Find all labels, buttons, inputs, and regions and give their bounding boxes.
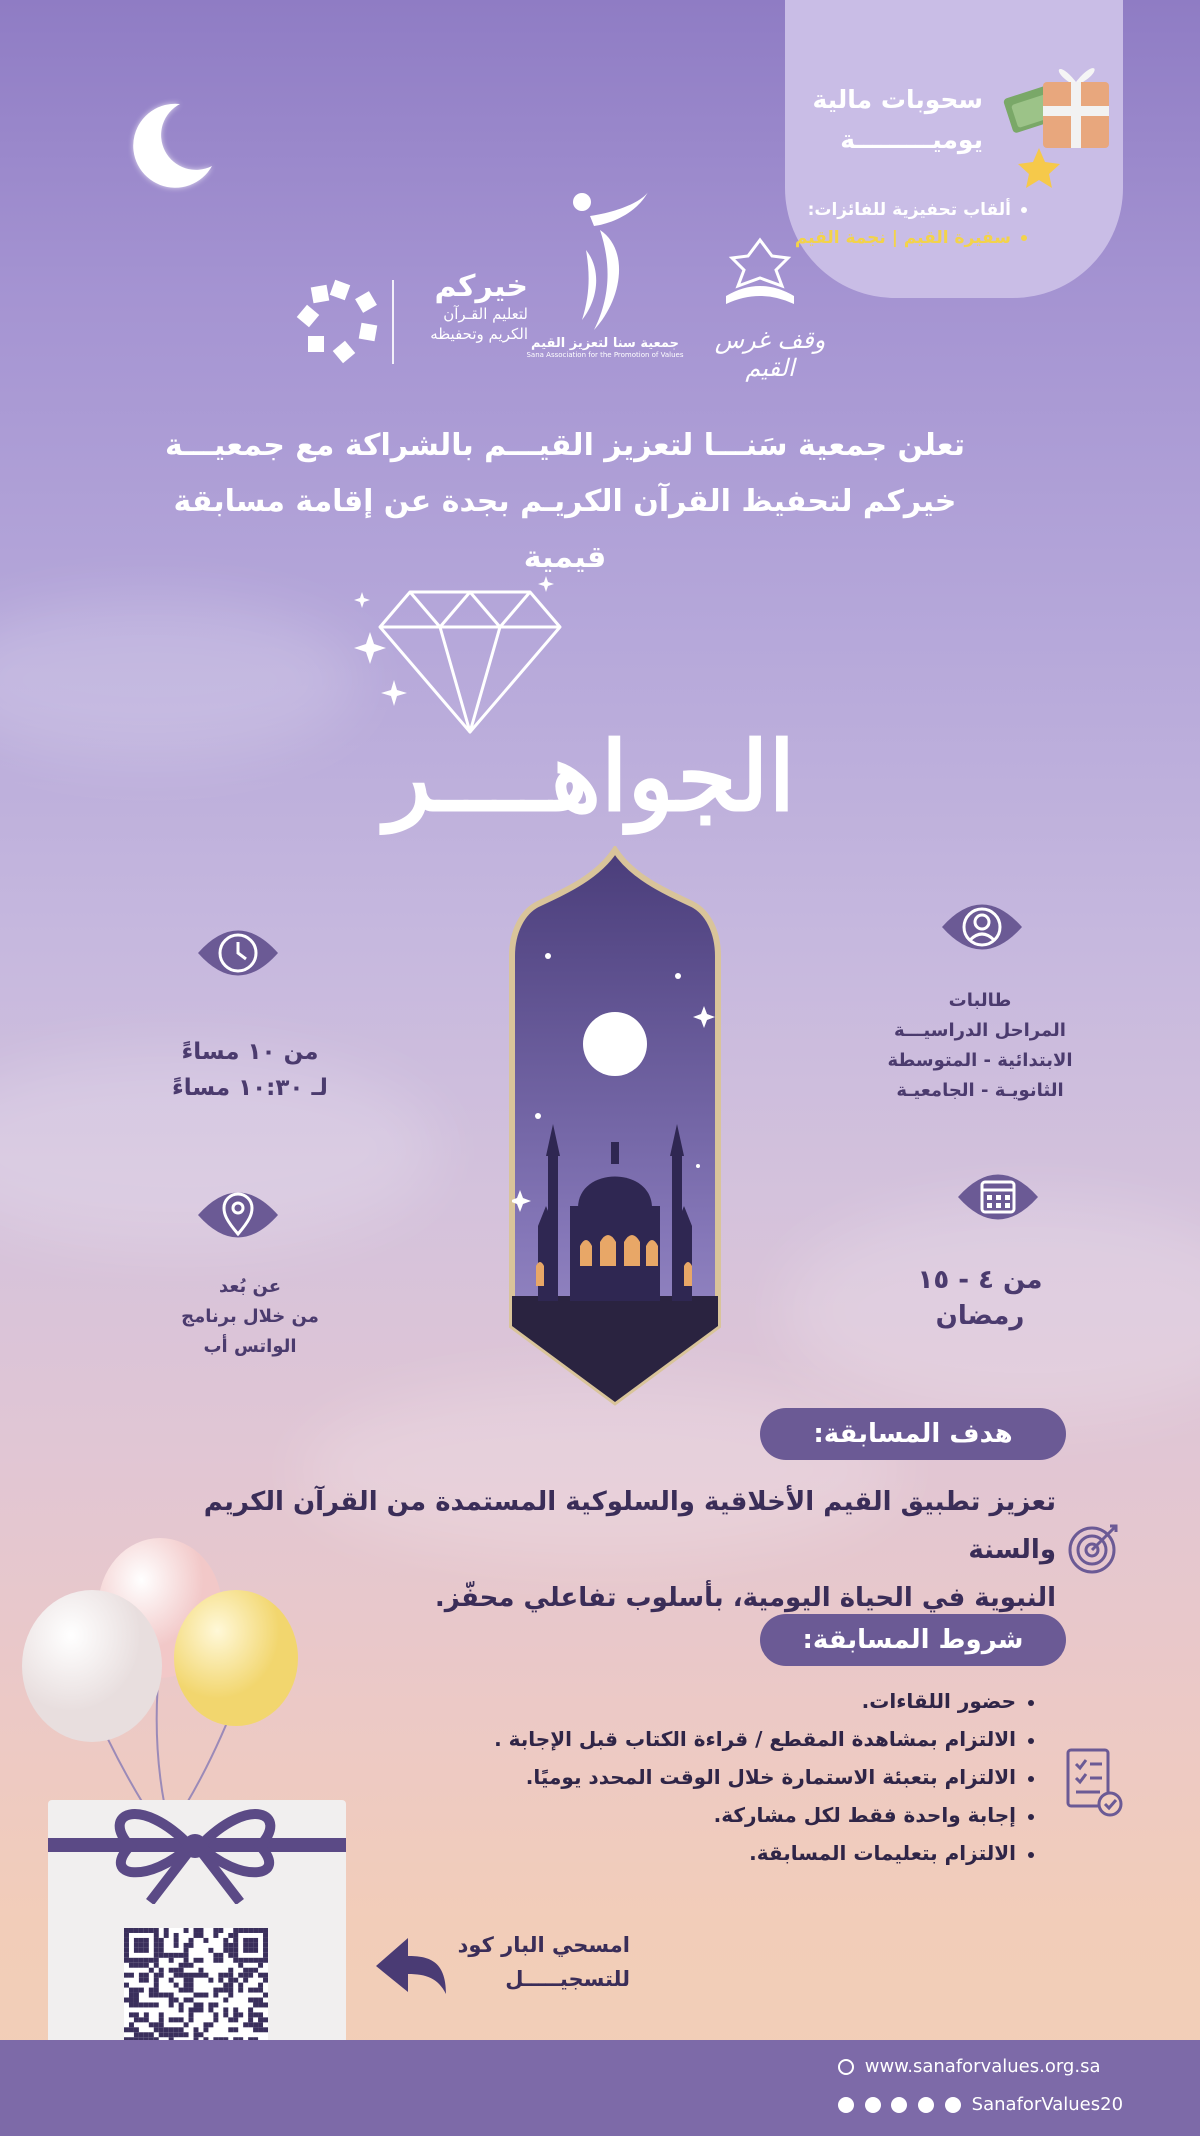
- goal-heading: هدف المسابقة:: [760, 1408, 1066, 1460]
- khairukum-logo: [398, 270, 528, 344]
- date-line1: من ٤ - ١٥: [917, 1265, 1043, 1295]
- goal-line2: النبوية في الحياة اليومية، بأسلوب تفاعلي محفّز.: [434, 1583, 1056, 1613]
- curved-arrow-icon: [372, 1930, 452, 2000]
- location-line2: من خلال برنامج: [181, 1306, 319, 1327]
- scan-line2: للتسجيـــــل: [505, 1967, 630, 1991]
- diamond-icon: [350, 572, 570, 742]
- calendar-icon: [948, 1162, 1048, 1232]
- titles-value-text: سفيرة القيم | نجمة القيم: [794, 228, 1011, 248]
- prize-card: [785, 0, 1123, 298]
- competition-title: الجواهــــر: [384, 720, 796, 833]
- footer-bar: [0, 2040, 1200, 2136]
- condition-item: [400, 1796, 1034, 1834]
- announcement-line1: تعلن جمعية سَنـــا لتعزيز القيـــم بالشراكة مع جمعيـــة: [165, 428, 965, 463]
- khairukum-name: خيركم: [434, 269, 528, 304]
- condition-text: الالتزام بمشاهدة المقطع / قراءة الكتاب قبل الإجابة .: [494, 1727, 1016, 1751]
- clock-icon: [188, 918, 288, 988]
- bullet-dot: [1028, 1776, 1034, 1782]
- bullet-dot: [1028, 1738, 1034, 1744]
- bullet-dot: [1028, 1814, 1034, 1820]
- condition-text: إجابة واحدة فقط لكل مشاركة.: [713, 1803, 1016, 1827]
- condition-item: [400, 1720, 1034, 1758]
- telegram-icon: [945, 2097, 961, 2113]
- gift-money-icon: [999, 40, 1119, 190]
- khairukum-sub2: الكريم وتحفيظه: [430, 325, 528, 343]
- khairukum-emblem-icon: [296, 278, 384, 366]
- titles-value: [795, 228, 1027, 248]
- time-line1: من ١٠ مساءً: [181, 1039, 319, 1065]
- waqf-emblem-icon: [712, 236, 808, 316]
- date-line2: رمضان: [935, 1301, 1025, 1331]
- condition-item: [400, 1682, 1034, 1720]
- ribbon-bow-icon: [40, 1784, 350, 1904]
- cloud-decoration: [0, 600, 360, 760]
- bullet-dot: [1021, 207, 1027, 213]
- announcement: [150, 418, 980, 586]
- audience-info: [870, 986, 1090, 1106]
- audience-line2: المراحل الدراسيـــة: [894, 1020, 1066, 1041]
- location-line3: الواتس أب: [203, 1336, 297, 1357]
- goal-line1: تعزيز تطبيق القيم الأخلاقية والسلوكية المستمدة من القرآن الكريم والسنة: [203, 1487, 1056, 1565]
- bullet-dot: [1021, 235, 1027, 241]
- x-icon: [891, 2097, 907, 2113]
- website-link[interactable]: [838, 2056, 1100, 2077]
- location-pin-icon: [188, 1180, 288, 1250]
- condition-text: الالتزام بتعبئة الاستمارة خلال الوقت المحدد يوميًا.: [525, 1765, 1016, 1789]
- audience-line4: الثانويـة - الجامعيـة: [896, 1080, 1064, 1101]
- target-icon: [1064, 1518, 1124, 1578]
- scan-instruction: [450, 1928, 630, 1996]
- social-handle[interactable]: [838, 2094, 1123, 2115]
- location-line1: عن بُعد: [218, 1276, 282, 1297]
- website-text[interactable]: www.sanaforvalues.org.sa: [864, 2056, 1101, 2077]
- time-info: [150, 1034, 350, 1106]
- checklist-icon: [1062, 1746, 1126, 1820]
- condition-item: [400, 1834, 1034, 1872]
- bullet-dot: [1028, 1700, 1034, 1706]
- daily-draws-line2: يوميـــــــــة: [840, 125, 983, 154]
- logo-divider: [392, 280, 394, 364]
- bullet-dot: [1028, 1852, 1034, 1858]
- condition-text: حضور اللقاءات.: [861, 1689, 1016, 1713]
- sana-en: Sana Association for the Promotion of Values: [526, 351, 684, 359]
- snapchat-icon: [838, 2097, 854, 2113]
- time-line2: لـ ١٠:٣٠ مساءً: [172, 1075, 328, 1101]
- audience-line1: طالبات: [948, 990, 1012, 1011]
- audience-line3: الابتدائية - المتوسطة: [887, 1050, 1073, 1071]
- crescent-moon-icon: [120, 96, 220, 196]
- handle-text[interactable]: SanaforValues20: [971, 2094, 1124, 2115]
- waqf-logo: وقف غرس القيم: [714, 326, 826, 382]
- scan-line1: امسحي البار كود: [457, 1933, 630, 1957]
- khairukum-sub1: لتعليم القـرآن: [443, 305, 528, 323]
- condition-item: [400, 1758, 1034, 1796]
- announcement-line2: خيركم لتحفيظ القرآن الكريـم بجدة عن إقامة مسابقة قيمية: [173, 484, 957, 575]
- conditions-list: [400, 1682, 1034, 1872]
- condition-text: الالتزام بتعليمات المسابقة.: [749, 1841, 1016, 1865]
- mosque-arch-illustration: [478, 846, 752, 1406]
- location-info: [160, 1272, 340, 1362]
- tiktok-icon: [865, 2097, 881, 2113]
- goal-text: [186, 1478, 1056, 1622]
- daily-draws-line1: سحوبات مالية: [812, 85, 983, 114]
- instagram-icon: [918, 2097, 934, 2113]
- conditions-heading: شروط المسابقة:: [760, 1614, 1066, 1666]
- date-info: [890, 1262, 1070, 1334]
- sana-logo-icon: [560, 190, 650, 340]
- sana-logo: [520, 336, 690, 359]
- globe-icon: [838, 2059, 854, 2075]
- sana-name: جمعية سنا لتعزيز القيم: [531, 336, 679, 351]
- user-icon: [932, 892, 1032, 962]
- titles-heading-text: ألقاب تحفيزية للفائزات:: [807, 200, 1011, 220]
- daily-draws-title: [803, 80, 983, 160]
- titles-heading: [808, 200, 1027, 220]
